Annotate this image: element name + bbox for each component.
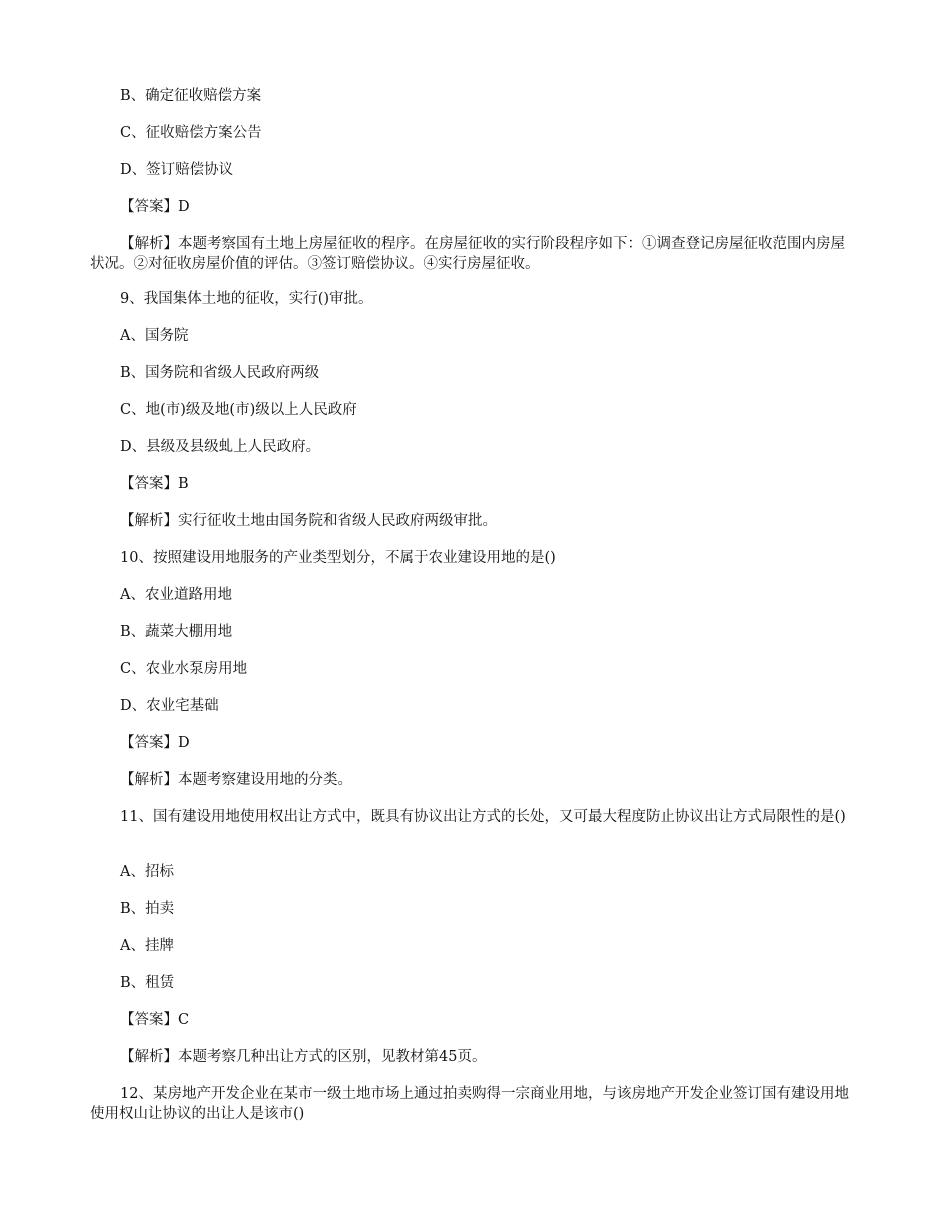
q9-question: 9、我国集体土地的征收，实行()审批。 [120,291,373,307]
q9-answer: 【答案】B [120,476,189,492]
q11-option-1: A、招标 [120,864,174,880]
q10-option-a: A、农业道路用地 [120,587,232,603]
q8-answer: 【答案】D [120,199,190,215]
q8-option-c: C、征收赔偿方案公告 [120,125,262,141]
q10-option-b: B、蔬菜大棚用地 [120,624,233,640]
q11-question: 11、国有建设用地使用权出让方式中，既具有协议出让方式的长处，又可最大程度防止协议出让方式局限性的是() [120,809,846,825]
q10-question: 10、按照建设用地服务的产业类型划分，不属于农业建设用地的是() [120,550,556,566]
q9-option-b: B、国务院和省级人民政府两级 [120,365,320,381]
q9-option-d: D、县级及县级虬上人民政府。 [120,439,321,455]
q8-option-d: D、签订赔偿协议 [120,162,234,178]
q12-question: 12、某房地产开发企业在某市一级土地市场上通过拍卖购得一宗商业用地，与该房地产开发企业签订国有建设用地使用权山让协议的出让人是该市() [90,1086,849,1122]
q11-option-2: B、拍卖 [120,901,175,917]
q10-answer: 【答案】D [120,735,190,751]
q10-option-d: D、农业宅基础 [120,698,219,714]
q11-answer: 【答案】C [120,1012,190,1028]
q11-option-3: A、挂牌 [120,938,174,954]
q11-analysis: 【解析】本题考察几种出让方式的区别，见教材第45页。 [120,1049,487,1065]
q10-analysis: 【解析】本题考察建设用地的分类。 [120,772,352,788]
q9-option-a: A、国务院 [120,328,189,344]
q9-option-c: C、地(市)级及地(市)级以上人民政府 [120,402,357,418]
q8-analysis: 【解析】本题考察国有土地上房屋征收的程序。在房屋征收的实行阶段程序如下：①调查登记房屋征收范围内房屋状况。②对征收房屋价值的评估。③签订赔偿协议。④实行房屋征收。 [90,236,845,272]
q11-option-4: B、租赁 [120,975,175,991]
q9-analysis: 【解析】实行征收土地由国务院和省级人民政府两级审批。 [120,513,497,529]
q10-option-c: C、农业水泵房用地 [120,661,248,677]
q8-option-b: B、确定征收赔偿方案 [120,88,262,104]
